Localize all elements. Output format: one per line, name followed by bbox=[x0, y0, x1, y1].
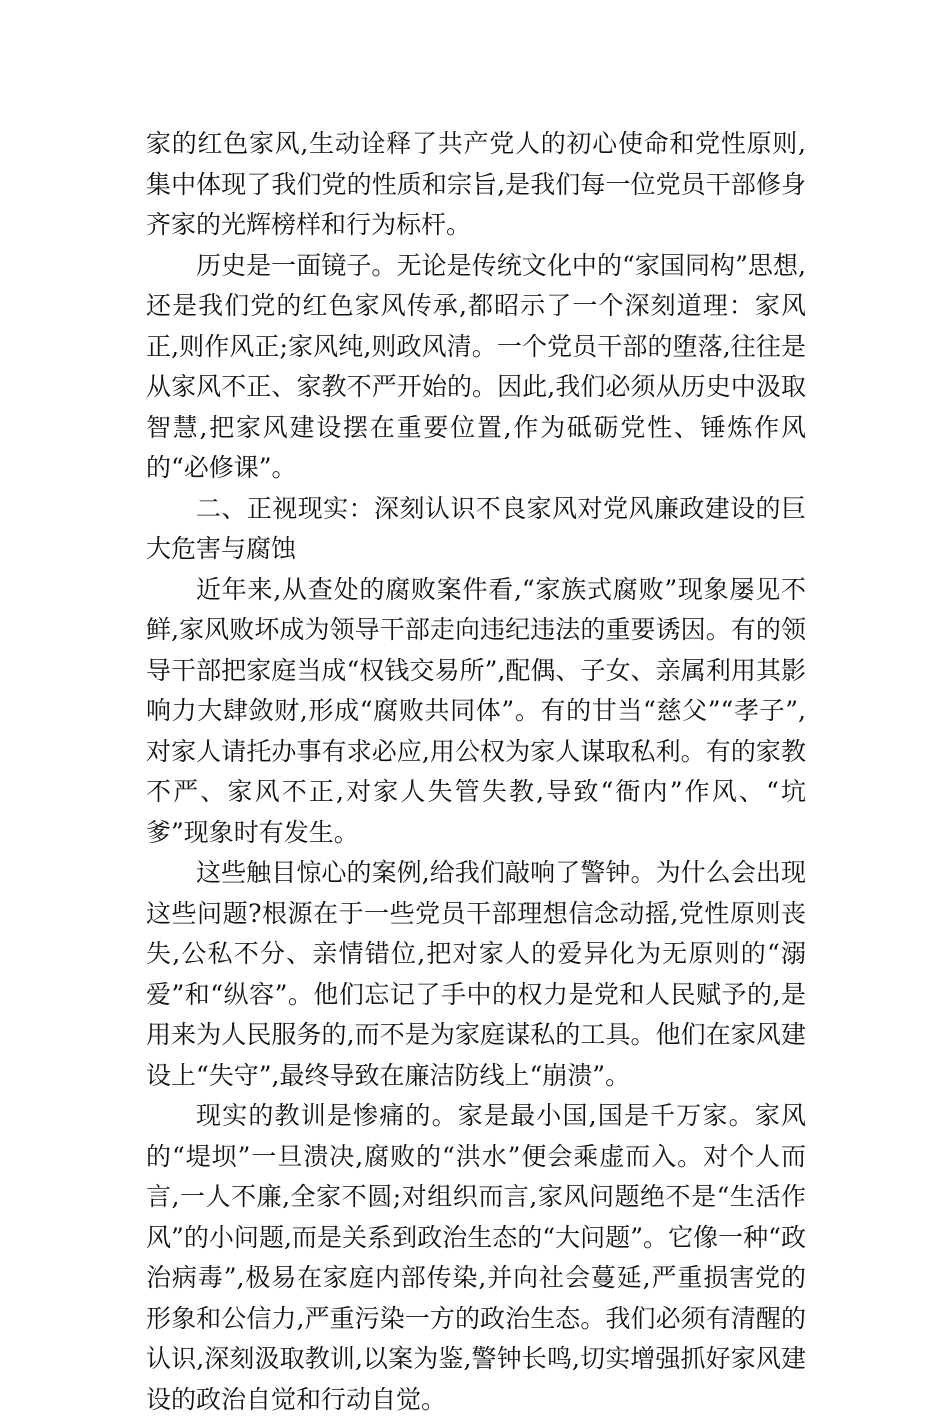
section-heading: 二、正视现实：深刻认识不良家风对党风廉政建设的巨大危害与腐蚀 bbox=[146, 493, 806, 563]
paragraph-warning-bell: 这些触目惊心的案例,给我们敲响了警钟。为什么会出现这些问题?根源在于一些党员干部理想信念动摇,党性原则丧失,公私不分、亲情错位,把对家人的爱异化为无原则的“溺爱”和“纵容”。他们忘记了手中的权力是党和人民赋予的,是用来为人民服务的,而不是为家庭谋私的工具。他们在家风建设上“失守”,最终导致在廉洁防线上“崩溃”。 bbox=[146, 858, 806, 1090]
paragraph-history-mirror: 历史是一面镜子。无论是传统文化中的“家国同构”思想,还是我们党的红色家风传承,都昭示了一个深刻道理：家风正,则作风正;家风纯,则政风清。一个党员干部的堕落,往往是从家风不正、家教不严开始的。因此,我们必须从历史中汲取智慧,把家风建设摆在重要位置,作为砥砺党性、锤炼作风的“必修课”。 bbox=[146, 250, 806, 482]
paragraph-recent-cases: 近年来,从查处的腐败案件看,“家族式腐败”现象屡见不鲜,家风败坏成为领导干部走向违纪违法的重要诱因。有的领导干部把家庭当成“权钱交易所”,配偶、子女、亲属利用其影响力大肆敛财,形成“腐败共同体”。有的甘当“慈父”“孝子”,对家人请托办事有求必应,用公权为家人谋取私利。有的家教不严、家风不正,对家人失管失教,导致“衙内”作风、“坑爹”现象时有发生。 bbox=[146, 574, 806, 847]
document-page bbox=[146, 124, 806, 1420]
paragraph-painful-lesson: 现实的教训是惨痛的。家是最小国,国是千万家。家风的“堤坝”一旦溃决,腐败的“洪水”便会乘虚而入。对个人而言,一人不廉,全家不圆;对组织而言,家风问题绝不是“生活作风”的小问题,而是关系到政治生态的“大问题”。它像一种“政治病毒”,极易在家庭内部传染,并向社会蔓延,严重损害党的形象和公信力,严重污染一方的政治生态。我们必须有清醒的认识,深刻汲取教训,以案为鉴,警钟长鸣,切实增强抓好家风建设的政治自觉和行动自觉。 bbox=[146, 1101, 806, 1414]
paragraph-continuation: 家的红色家风,生动诠释了共产党人的初心使命和党性原则,集中体现了我们党的性质和宗旨,是我们每一位党员干部修身齐家的光辉榜样和行为标杆。 bbox=[146, 129, 806, 239]
